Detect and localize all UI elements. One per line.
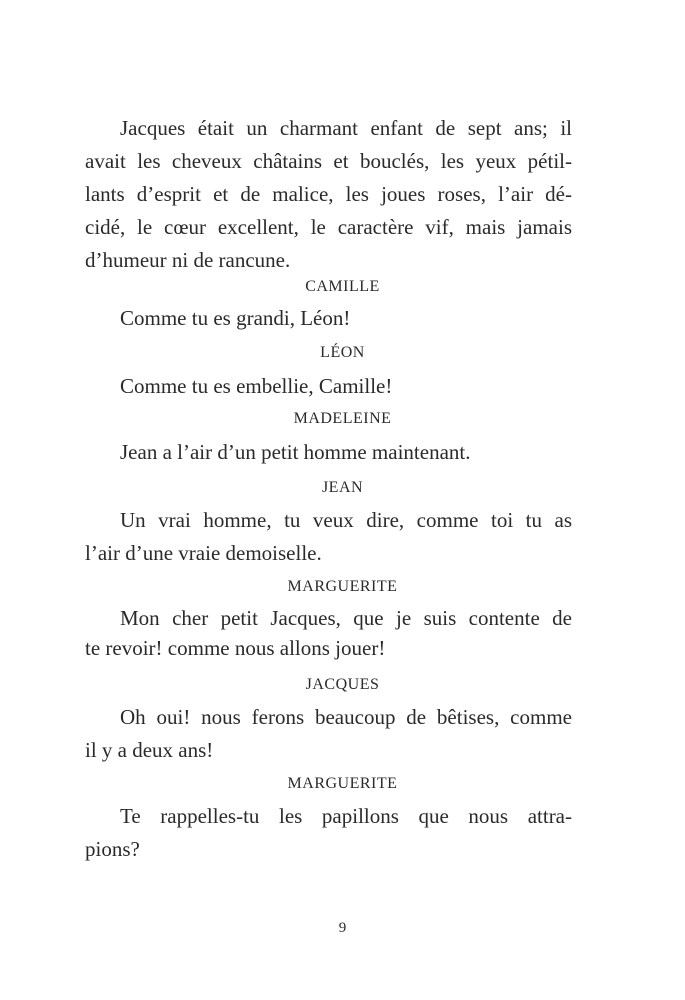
dialogue-line: Comme tu es embellie, Camille! xyxy=(120,374,393,398)
intro-line: d’humeur ni de rancune. xyxy=(85,248,291,272)
dialogue-line: pions? xyxy=(85,837,140,861)
dialogue-line: Oh oui! nous ferons beaucoup de bêtises, comme xyxy=(120,705,572,729)
dialogue-line: l’air d’une vraie demoiselle. xyxy=(85,541,322,565)
dialogue-line: il y a deux ans! xyxy=(85,738,214,762)
intro-line: cidé, le cœur excellent, le caractère vif, mais jamais xyxy=(85,215,572,239)
speaker-name: LÉON xyxy=(320,344,365,361)
speaker-name: MADELEINE xyxy=(293,410,392,427)
intro-line: Jacques était un charmant enfant de sept ans; il xyxy=(120,116,572,140)
intro-line: avait les cheveux châtains et bouclés, les yeux pétil- xyxy=(85,149,572,173)
intro-line: lants d’esprit et de malice, les joues roses, l’air dé- xyxy=(85,182,572,206)
speaker-name: JEAN xyxy=(321,479,364,496)
dialogue-line: Te rappelles-tu les papillons que nous attra- xyxy=(120,804,572,828)
speaker-name: CAMILLE xyxy=(305,278,380,295)
dialogue-line: Jean a l’air d’un petit homme maintenant. xyxy=(120,440,471,464)
speaker-name: MARGUERITE xyxy=(287,775,398,792)
page-number: 9 xyxy=(338,920,347,936)
speaker-name: MARGUERITE xyxy=(287,578,398,595)
speaker-name: JACQUES xyxy=(305,676,380,693)
dialogue-line: Mon cher petit Jacques, que je suis contente de xyxy=(120,606,572,630)
dialogue-line: Un vrai homme, tu veux dire, comme toi tu as xyxy=(120,508,572,532)
dialogue-line: te revoir! comme nous allons jouer! xyxy=(85,636,386,660)
dialogue-line: Comme tu es grandi, Léon! xyxy=(120,306,351,330)
